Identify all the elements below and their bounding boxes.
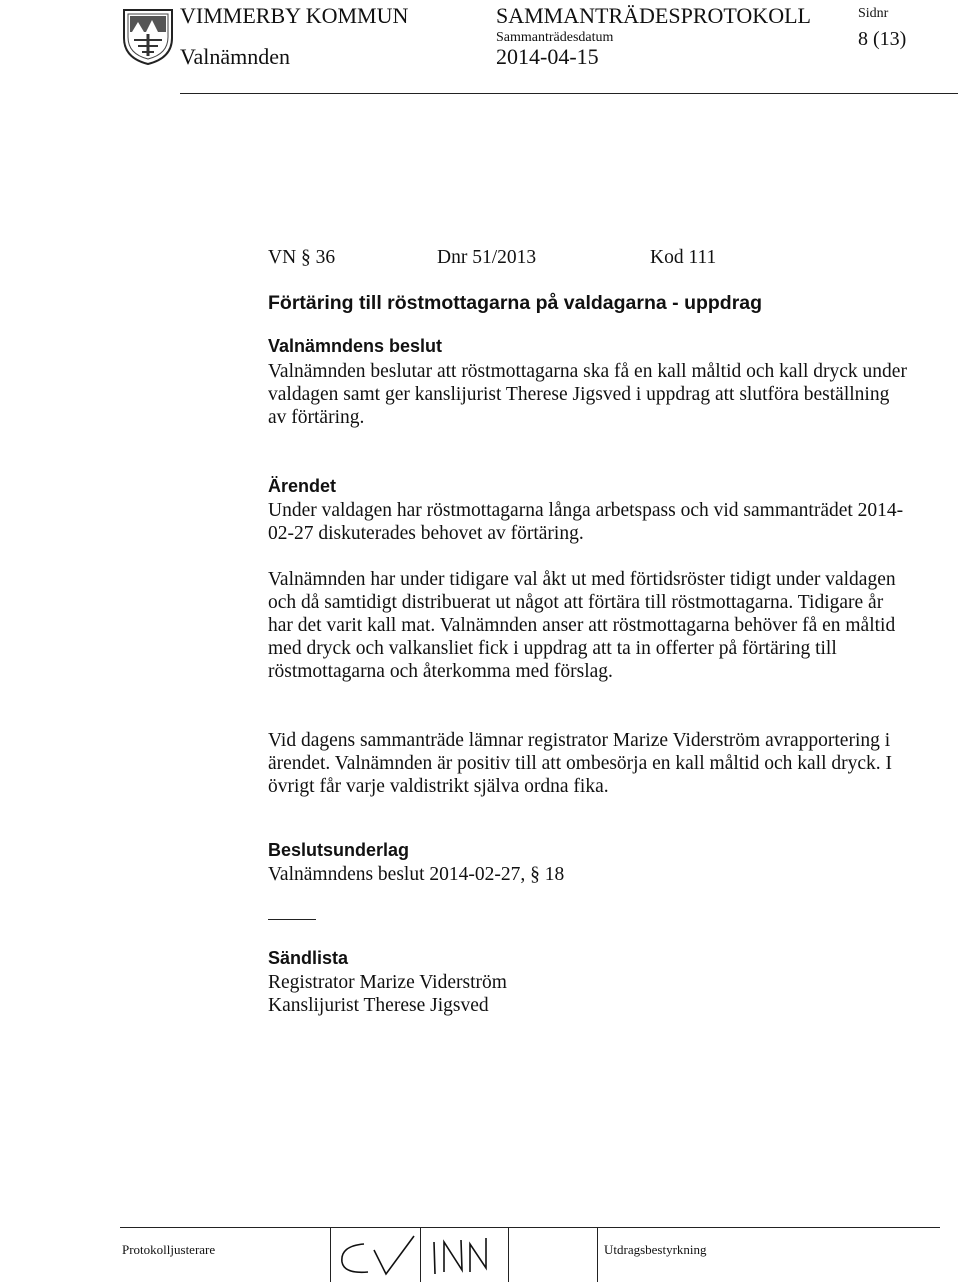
case-title: Förtäring till röstmottagarna på valdagarna - uppdrag (268, 292, 763, 314)
basis-heading: Beslutsunderlag (268, 840, 410, 860)
document-type: SAMMANTRÄDESPROTOKOLL (496, 3, 811, 28)
meeting-date-label: Sammanträdesdatum (496, 30, 614, 45)
case-code: Kod 111 (650, 247, 717, 268)
decision-paragraph: Valnämnden beslutar att röstmottagarna ska få en kall måltid och kall dryck under valdagen samt ger kanslijurist Therese Jigsved i uppdrag att slutföra beställning av förtäring. (268, 361, 907, 428)
adjuster-initials-2 (424, 1232, 506, 1278)
footer-divider (120, 1227, 940, 1228)
adjuster-initials-1 (334, 1232, 418, 1278)
footer-column-divider (508, 1227, 509, 1282)
municipal-crest-icon (120, 6, 176, 66)
organization-name: VIMMERBY KOMMUN (180, 3, 409, 28)
matter-paragraph-3: Vid dagens sammanträde lämnar registrator Marize Viderström avrapportering i ärendet. Valnämnden är positiv till att ombesörja en kall måltid och kall dryck. I övrigt får varje valdistrikt själva ordna fika. (268, 730, 893, 797)
distribution-heading: Sändlista (268, 948, 349, 968)
decision-heading: Valnämndens beslut (268, 336, 443, 356)
matter-paragraph-1: Under valdagen har röstmottagarna långa arbetspass och vid sammanträdet 2014-02-27 diskuterades behovet av förtäring. (268, 500, 904, 544)
footer-column-divider (420, 1227, 421, 1282)
adjusters-label: Protokolljusterare (122, 1242, 216, 1257)
matter-paragraph-2: Valnämnden har under tidigare val åkt ut med förtidsröster tidigt under valdagen och då samtidigt distribuerat ut något att förtära till röstmottagarna. Tidigare år har det varit kall mat. Valnämnden anser att röstmottagarna behöver få en måltid med dryck och valkansliet fick i uppdrag att ta in offerter på förtäring till röstmottagarna och återkomma med förslag. (268, 569, 896, 682)
basis-text: Valnämndens beslut 2014-02-27, § 18 (268, 864, 565, 885)
decision-text (268, 360, 908, 429)
case-number: VN § 36 (268, 247, 336, 268)
footer-column-divider (597, 1227, 598, 1282)
distribution-item: Registrator Marize Viderström (268, 972, 507, 993)
header-divider (180, 93, 958, 94)
case-dnr: Dnr 51/2013 (437, 247, 537, 268)
page-number-label: Sidnr (858, 6, 889, 21)
distribution-item: Kanslijurist Therese Jigsved (268, 995, 489, 1016)
footer-column-divider (330, 1227, 331, 1282)
meeting-date: 2014-04-15 (496, 44, 599, 69)
matter-heading: Ärendet (268, 476, 337, 496)
page-number: 8 (13) (858, 28, 907, 50)
board-name: Valnämnden (180, 44, 290, 69)
extract-certification-label: Utdragsbestyrkning (604, 1242, 707, 1257)
section-divider (268, 919, 316, 920)
